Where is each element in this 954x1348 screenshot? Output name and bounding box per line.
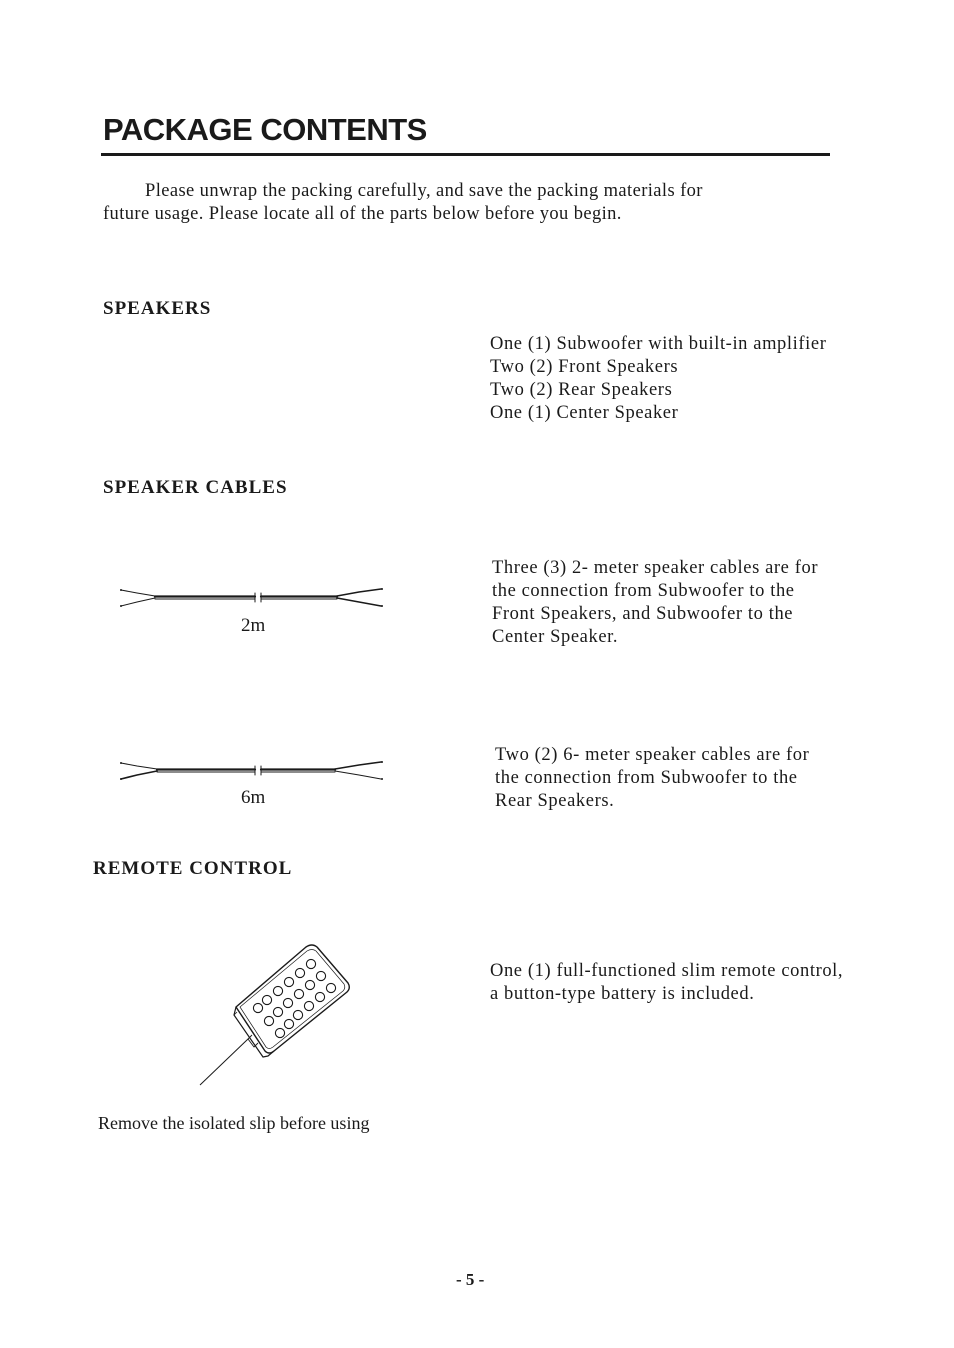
cable-6m-desc-line: Two (2) 6- meter speaker cables are for xyxy=(495,745,810,765)
title-underline xyxy=(101,153,830,156)
cable-2m-desc-line: Three (3) 2- meter speaker cables are for xyxy=(492,558,819,578)
speaker-cables-heading: SPEAKER CABLES xyxy=(103,477,288,498)
intro-line-1: Please unwrap the packing carefully, and save the packing materials for xyxy=(145,181,703,201)
remote-control-heading: REMOTE CONTROL xyxy=(93,858,293,879)
remote-control-illustration xyxy=(190,935,365,1090)
speakers-heading: SPEAKERS xyxy=(103,298,212,319)
cable-2m-description xyxy=(492,557,818,649)
cable-2m-desc-line: the connection from Subwoofer to the xyxy=(492,581,795,601)
intro-paragraph xyxy=(103,180,823,226)
remote-control-caption: Remove the isolated slip before using xyxy=(98,1113,370,1133)
cable-2m-label: 2m xyxy=(241,615,266,636)
cable-2m-desc-line: Center Speaker. xyxy=(492,627,619,647)
cable-6m-desc-line: Rear Speakers. xyxy=(495,791,615,811)
remote-desc-line: One (1) full-functioned slim remote control, xyxy=(490,961,844,981)
remote-control-description xyxy=(490,960,843,1006)
speakers-item: One (1) Center Speaker xyxy=(490,403,679,423)
cable-2m-illustration xyxy=(115,582,395,614)
cable-6m-illustration xyxy=(115,755,395,787)
cable-2m-desc-line: Front Speakers, and Subwoofer to the xyxy=(492,604,794,624)
remote-desc-line: a button-type battery is included. xyxy=(490,984,755,1004)
page-title: PACKAGE CONTENTS xyxy=(103,112,427,147)
cable-6m-description xyxy=(495,744,809,813)
intro-line-2: future usage. Please locate all of the parts below before you begin. xyxy=(103,204,622,224)
cable-6m-desc-line: the connection from Subwoofer to the xyxy=(495,768,798,788)
speakers-item: Two (2) Rear Speakers xyxy=(490,380,673,400)
speakers-item: Two (2) Front Speakers xyxy=(490,357,679,377)
page-number: - 5 - xyxy=(456,1270,485,1289)
speakers-item: One (1) Subwoofer with built-in amplifier xyxy=(490,334,827,354)
speakers-list xyxy=(490,333,826,425)
cable-6m-label: 6m xyxy=(241,787,266,808)
